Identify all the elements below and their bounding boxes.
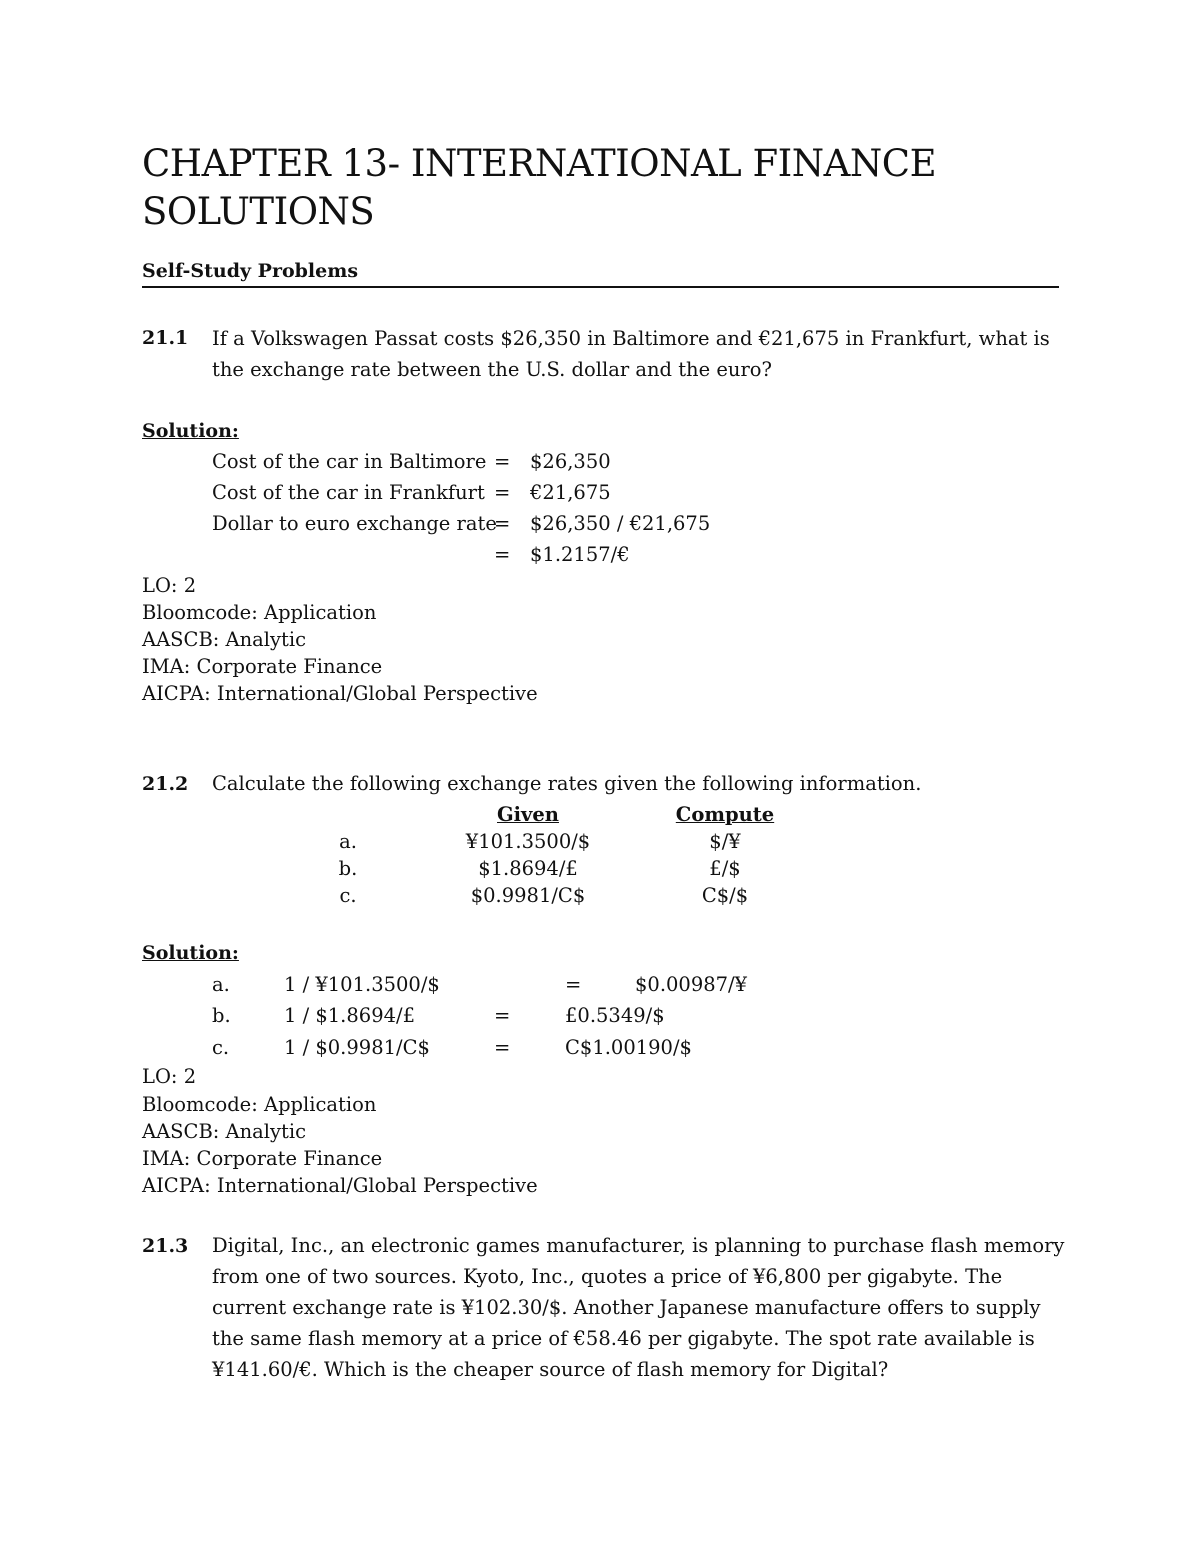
meta-lo: LO: 2	[142, 574, 197, 597]
meta-bloomcode: Bloomcode: Application	[142, 1093, 377, 1116]
solution-row-equals: =	[494, 512, 511, 535]
solution-letter: c.	[212, 1036, 230, 1059]
meta-aascb: AASCB: Analytic	[142, 1120, 307, 1143]
chapter-title-line-1: CHAPTER 13- INTERNATIONAL FINANCE	[142, 142, 937, 185]
solution-equals: =	[565, 973, 582, 996]
solution-equals: =	[494, 1036, 511, 1059]
solution-result: C$1.00190/$	[565, 1036, 692, 1059]
solution-expression: 1 / ¥101.3500/$	[284, 973, 440, 996]
solution-row-value: $1.2157/€	[530, 543, 630, 566]
meta-ima: IMA: Corporate Finance	[142, 655, 383, 678]
solution-label-21-1: Solution:	[142, 420, 239, 442]
given-row-letter: a.	[339, 830, 357, 853]
solution-row-equals: =	[494, 450, 511, 473]
meta-aicpa: AICPA: International/Global Perspective	[142, 1174, 538, 1197]
meta-ima: IMA: Corporate Finance	[142, 1147, 383, 1170]
solution-expression: 1 / $0.9981/C$	[284, 1036, 430, 1059]
solution-row-value: €21,675	[530, 481, 611, 504]
given-row-value: $0.9981/C$	[470, 884, 586, 907]
chapter-title-line-2: SOLUTIONS	[142, 190, 375, 233]
problem-number-21-3: 21.3	[142, 1235, 189, 1257]
given-row-value: $1.8694/£	[478, 857, 578, 880]
solution-label-21-2: Solution:	[142, 942, 239, 964]
section-rule	[142, 286, 1059, 288]
meta-bloomcode: Bloomcode: Application	[142, 601, 377, 624]
solution-row-label: Cost of the car in Baltimore	[212, 450, 487, 473]
given-row-compute: C$/$	[701, 884, 749, 907]
problem-number-21-2: 21.2	[142, 773, 189, 795]
given-row-letter: b.	[338, 857, 358, 880]
solution-row-label: Dollar to euro exchange rate	[212, 512, 497, 535]
meta-aicpa: AICPA: International/Global Perspective	[142, 682, 538, 705]
solution-row-value: $26,350	[530, 450, 611, 473]
column-header-given: Given	[497, 803, 559, 826]
solution-row-label: Cost of the car in Frankfurt	[212, 481, 485, 504]
column-header-compute: Compute	[675, 803, 775, 826]
solution-equals: =	[494, 1004, 511, 1027]
solution-letter: a.	[212, 973, 230, 996]
problem-text-21-3: Digital, Inc., an electronic games manufacturer, is planning to purchase flash memory from one of two sources. Kyoto, Inc., quotes a price of ¥6,800 per gigabyte. The current exchange rate is ¥102.30/$. Another Japanese manufacture offers to supply the same flash memory at a price of €58.46 per gigabyte. The spot rate available is ¥141.60/€. Which is the cheaper source of flash memory for Digital?	[212, 1234, 1065, 1381]
solution-row-value: $26,350 / €21,675	[530, 512, 711, 535]
solution-result: £0.5349/$	[565, 1004, 665, 1027]
given-row-value: ¥101.3500/$	[465, 830, 591, 853]
solution-expression: 1 / $1.8694/£	[284, 1004, 415, 1027]
solution-letter: b.	[212, 1004, 231, 1027]
solution-row-equals: =	[494, 481, 511, 504]
meta-aascb: AASCB: Analytic	[142, 628, 307, 651]
given-row-compute: $/¥	[709, 830, 741, 853]
solution-row-equals: =	[494, 543, 511, 566]
given-row-letter: c.	[339, 884, 357, 907]
problem-text-21-1: If a Volkswagen Passat costs $26,350 in Baltimore and €21,675 in Frankfurt, what is the exchange rate between the U.S. dollar and the euro?	[212, 327, 1050, 381]
meta-lo: LO: 2	[142, 1065, 197, 1088]
section-heading: Self-Study Problems	[142, 260, 359, 282]
given-row-compute: £/$	[709, 857, 741, 880]
solution-result: $0.00987/¥	[635, 973, 748, 996]
problem-text-21-2: Calculate the following exchange rates given the following information.	[212, 772, 922, 795]
problem-number-21-1: 21.1	[142, 327, 189, 349]
